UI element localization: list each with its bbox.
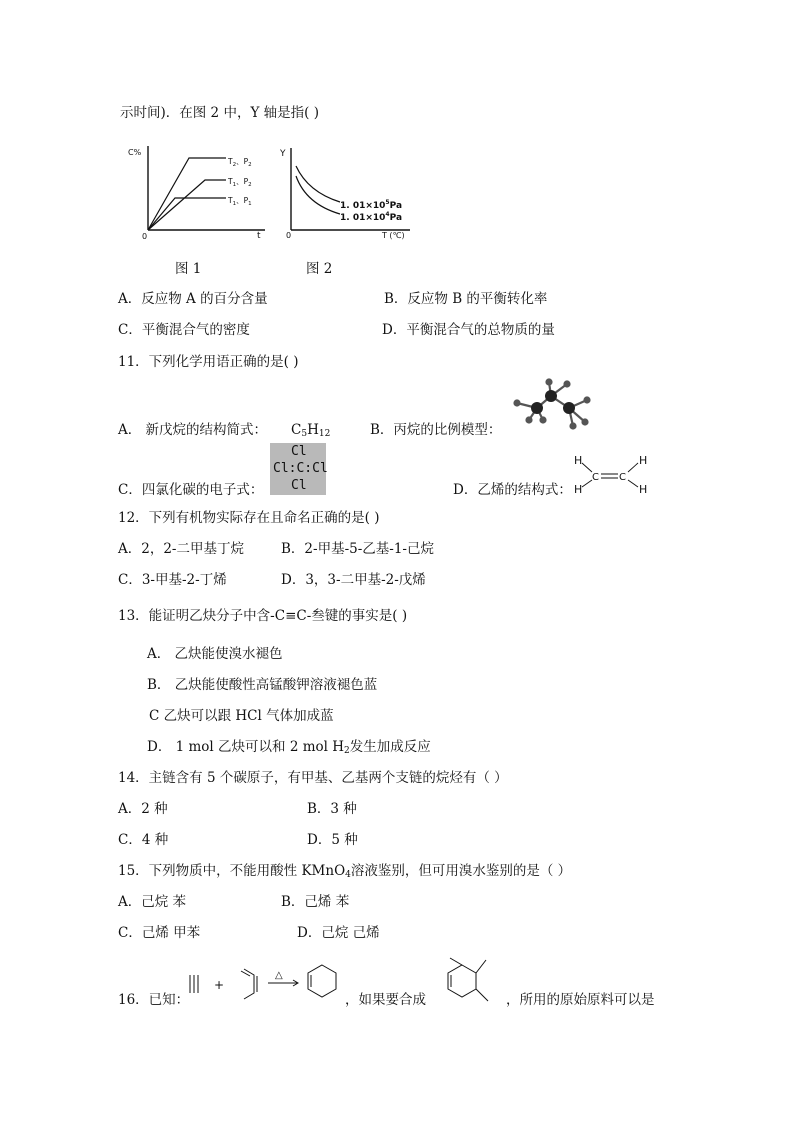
q11-option-c: C．四氯化碳的电子式： (118, 482, 264, 498)
q11-stem: 11．下列化学用语正确的是( ) (118, 354, 299, 370)
figure-1-graph (125, 142, 275, 242)
fig1-series-label: $T_2$、$P_2$ (228, 157, 252, 168)
q13-option-a: A． 乙炔能使溴水褪色 (147, 646, 283, 662)
q14-option-c: C．4 种 (118, 832, 169, 848)
question-10-stem-tail: 示时间)．在图 2 中，Y 轴是指( ) (120, 105, 319, 121)
q12-option-b: B．2-甲基-5-乙基-1-己烷 (281, 541, 434, 557)
q10-option-a: A．反应物 A 的百分含量 (118, 291, 268, 307)
q12-option-a: A．2，2-二甲基丁烷 (118, 541, 244, 557)
fig2-curve-label-1: 1. $01\times 10^5Pa$ (340, 199, 403, 211)
fig2-origin: 0 (286, 231, 292, 240)
target-molecule-structure (430, 955, 510, 1007)
figure-1-caption: 图 1 (175, 261, 202, 277)
q16-label: 16．已知： (118, 992, 190, 1008)
fig1-ylabel: C% (128, 148, 142, 157)
svg-text:C: C (619, 472, 626, 483)
q16-reaction-scheme (186, 955, 346, 1007)
q16-middle-text: ，如果要合成 (345, 992, 426, 1008)
fig2-curve-label-2: 1. $01\times 10^4Pa$ (340, 211, 403, 223)
svg-text:C: C (592, 472, 599, 483)
q14-stem: 14．主链含有 5 个碳原子，有甲基、乙基两个支链的烷烃有（ ） (118, 770, 508, 786)
q11-option-a: A． 新戊烷的结构简式： (118, 422, 268, 438)
q11-option-a-formula: $C_5H_{12}$ (291, 422, 331, 439)
q15-option-a: A．己烷 苯 (118, 894, 187, 910)
svg-text:H: H (639, 483, 648, 496)
heat-symbol: △ (275, 970, 283, 981)
plus-sign: + (214, 978, 225, 992)
q15-stem: 15．下列物质中，不能用酸性 KMnO$_4$溶液鉴别，但可用溴水鉴别的是（ ） (118, 863, 572, 880)
q15-option-b: B．己烯 苯 (281, 894, 350, 910)
q13-option-b: B． 乙炔能使酸性高锰酸钾溶液褪色蓝 (147, 677, 378, 693)
q15-option-c: C．己烯 甲苯 (118, 925, 201, 941)
q11-option-d: D．乙烯的结构式： (453, 482, 572, 498)
q10-option-d: D．平衡混合气的总物质的量 (382, 322, 555, 338)
q14-option-b: B．3 种 (307, 801, 357, 817)
q13-option-c: C 乙炔可以跟 HCl 气体加成蓝 (149, 708, 334, 724)
figure-2-graph (278, 142, 418, 242)
svg-text:H: H (574, 483, 583, 496)
fig2-xlabel: T (℃) (382, 231, 405, 240)
q12-option-c: C．3-甲基-2-丁烯 (118, 572, 227, 588)
q13-option-d: D． 1 mol 乙炔可以和 2 mol $H_2$发生加成反应 (147, 739, 431, 756)
q10-option-b: B．反应物 B 的平衡转化率 (384, 291, 548, 307)
q16-end-text: ，所用的原始原料可以是 (506, 992, 655, 1008)
fig2-ylabel: Y (280, 149, 286, 159)
fig1-origin: 0 (142, 232, 148, 241)
propane-model-image (503, 374, 607, 436)
fig1-series-label: $T_1$、$P_2$ (228, 177, 252, 188)
svg-text:H: H (574, 454, 583, 467)
svg-text:H: H (639, 454, 648, 467)
q15-option-d: D．己烷 己烯 (297, 925, 380, 941)
q11-option-b: B．丙烷的比例模型： (370, 422, 502, 438)
fig1-xlabel: t (257, 231, 261, 241)
q14-option-d: D．5 种 (307, 832, 358, 848)
figure-2-caption: 图 2 (306, 261, 333, 277)
fig1-series-label: $T_1$、$P_1$ (228, 196, 252, 207)
q14-option-a: A．2 种 (118, 801, 168, 817)
q13-stem: 13．能证明乙炔分子中含-C≡C-叁键的事实是( ) (118, 608, 408, 624)
q12-stem: 12．下列有机物实际存在且命名正确的是( ) (118, 510, 380, 526)
ethylene-structure-image (572, 450, 652, 498)
q10-option-c: C．平衡混合气的密度 (118, 322, 250, 338)
ccl4-electron-formula-image: Cl Cl:C:Cl Cl (270, 443, 326, 495)
q12-option-d: D．3，3-二甲基-2-戊烯 (281, 572, 426, 588)
